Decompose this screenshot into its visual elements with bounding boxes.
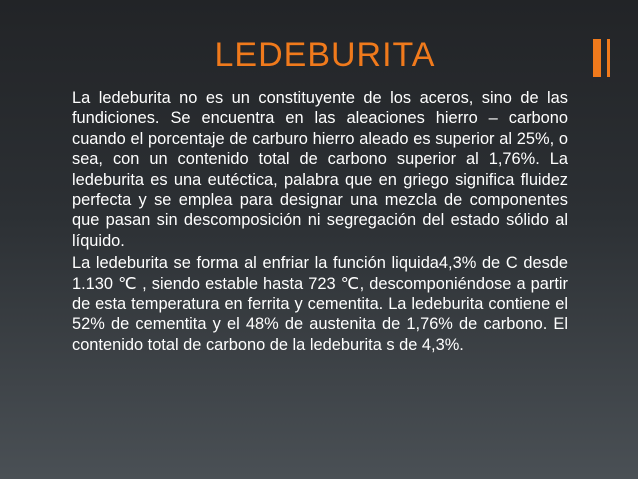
slide-body	[72, 88, 568, 357]
slide-title: LEDEBURITA	[214, 36, 436, 74]
accent-bar-thin	[607, 39, 610, 77]
paragraph-2: La ledeburita se forma al enfriar la función liquida4,3% de C desde 1.130 ℃ , siendo estable hasta 723 ℃, descomponiéndose a partir de esta temperatura en ferrita y cementita. La ledeburita contiene el 52% de cementita y el 48% de austenita de 1,76% de carbono. El contenido total de carbono de la ledeburita s de 4,3%.	[72, 254, 568, 354]
paragraph-1: La ledeburita no es un constituyente de los aceros, sino de las fundiciones. Se encuentra en las aleaciones hierro – carbono cuando el porcentaje de carburo hierro aleado es superior al 25%, o sea, con un contenido total de carbono superior al 1,76%. La ledeburita es una eutéctica, palabra que en griego significa fluidez perfecta y se emplea para designar una mezcla de componentes que pasan sin descomposición ni segregación del estado sólido al líquido.	[72, 89, 568, 250]
accent-bar-thick	[593, 39, 601, 77]
